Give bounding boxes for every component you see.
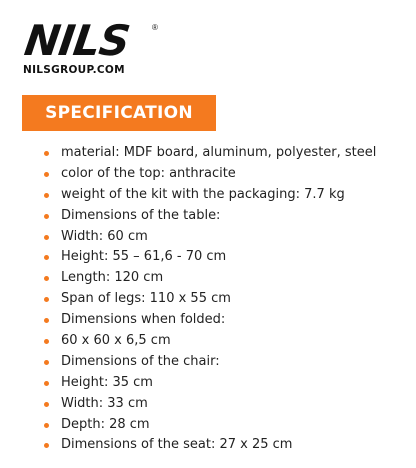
specification-list — [44, 143, 412, 456]
list-item-text: Height: 55 – 61,6 - 70 cm — [61, 249, 227, 265]
bullet-icon — [44, 276, 49, 281]
bullet-icon — [44, 255, 49, 260]
list-item-text: material: MDF board, aluminum, polyester, steel — [61, 145, 377, 160]
list-item-text: Height: 35 cm — [61, 374, 153, 390]
list-item-text: Dimensions of the table: — [61, 207, 221, 223]
logo-wordmark: NILS — [21, 16, 133, 65]
list-item — [44, 206, 412, 227]
bullet-icon — [44, 193, 49, 198]
list-item-text: Dimensions of the chair: — [61, 353, 220, 369]
list-item — [44, 143, 412, 164]
list-item — [44, 415, 412, 436]
bullet-icon — [44, 235, 49, 240]
bullet-icon — [44, 339, 49, 344]
list-item — [44, 227, 412, 248]
list-item-text: 60 x 60 x 6,5 cm — [61, 333, 171, 349]
bullet-icon — [44, 151, 49, 156]
list-item — [44, 352, 412, 373]
list-item — [44, 268, 412, 289]
list-item — [44, 164, 412, 185]
list-item — [44, 247, 412, 268]
list-item — [44, 373, 412, 394]
list-item-text: Width: 33 cm — [61, 395, 148, 411]
bullet-icon — [44, 402, 49, 407]
list-item-text: Dimensions when folded: — [61, 312, 226, 328]
bullet-icon — [44, 172, 49, 177]
list-item — [44, 185, 412, 206]
list-item-text: color of the top: anthracite — [61, 165, 236, 181]
list-item-text: Dimensions of the seat: 27 x 25 cm — [61, 437, 293, 453]
registered-mark: ® — [152, 23, 158, 32]
list-item — [44, 394, 412, 415]
list-item-text: Depth: 28 cm — [61, 416, 150, 432]
list-item — [44, 435, 412, 456]
list-item-text: Span of legs: 110 x 55 cm — [61, 291, 231, 307]
logo-website: NILSGROUP.COM — [23, 64, 125, 76]
list-item-text: weight of the kit with the packaging: 7.7 kg — [61, 186, 345, 202]
bullet-icon — [44, 360, 49, 365]
bullet-icon — [44, 381, 49, 386]
list-item — [44, 331, 412, 352]
section-heading: SPECIFICATION — [45, 103, 193, 123]
bullet-icon — [44, 318, 49, 323]
list-item-text: Width: 60 cm — [61, 228, 148, 244]
list-item — [44, 310, 412, 331]
list-item — [44, 289, 412, 310]
section-heading-box — [22, 95, 216, 131]
bullet-icon — [44, 214, 49, 219]
list-item-text: Length: 120 cm — [61, 270, 164, 286]
bullet-icon — [44, 443, 49, 448]
bullet-icon — [44, 297, 49, 302]
bullet-icon — [44, 423, 49, 428]
brand-logo — [21, 16, 172, 78]
